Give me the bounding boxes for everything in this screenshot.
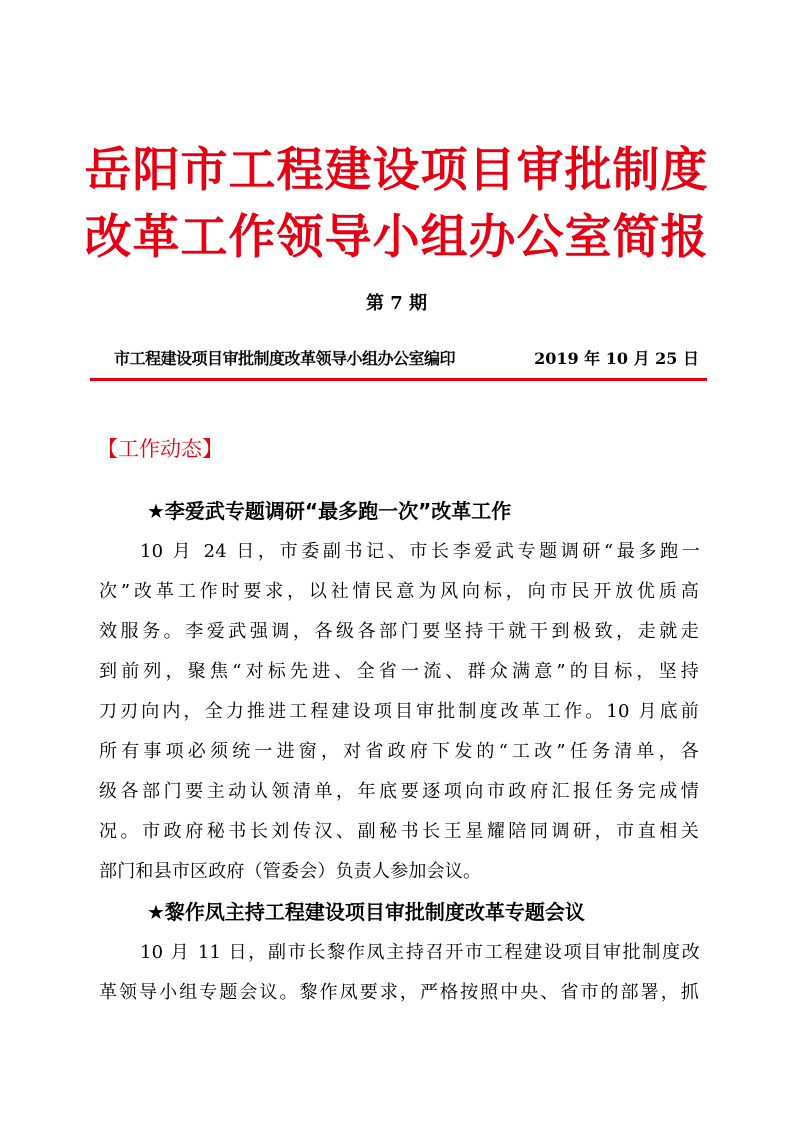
- report-title-line-2: 改革工作领导小组办公室简报: [84, 210, 709, 265]
- issue-number: 第 7 期: [365, 293, 428, 314]
- article-headline: ★李爱武专题调研“最多跑一次”改革工作: [147, 499, 512, 523]
- publisher-line: 市工程建设项目审批制度改革领导小组办公室编印: [114, 349, 456, 368]
- article-body-line: 到前列，聚焦“对标先进、全省一流、群众满意”的目标，坚持: [99, 661, 699, 682]
- article-body-line: 10 月 11 日，副市长黎作凤主持召开市工程建设项目审批制度改: [140, 942, 700, 963]
- article-body-line: 10 月 24 日，市委副书记、市长李爱武专题调研“最多跑一: [140, 541, 700, 562]
- article-headline: ★黎作凤主持工程建设项目审批制度改革专题会议: [147, 900, 585, 924]
- report-title-line-1: 岳阳市工程建设项目审批制度: [84, 143, 709, 198]
- article-body-line: 效服务。李爱武强调，各级各部门要坚持干就干到极致，走就走: [99, 621, 699, 642]
- article-body-line: 部门和县市区政府（管委会）负责人参加会议。: [99, 861, 482, 882]
- article-body-line: 次”改革工作时要求，以社情民意为风向标，向市民开放优质高: [99, 581, 699, 602]
- article-body-line: 所有事项必须统一进窗，对省政府下发的“工改”任务清单，各: [99, 741, 699, 762]
- header-divider: [90, 378, 707, 381]
- article-body-line: 革领导小组专题会议。黎作凤要求，严格按照中央、省市的部署，抓: [99, 982, 699, 1003]
- article-body-line: 况。市政府秘书长刘传汉、副秘书长王星耀陪同调研，市直相关: [99, 821, 699, 842]
- issue-date: 2019 年 10 月 25 日: [534, 349, 699, 368]
- article-body-line: 级各部门要主动认领清单，年底要逐项向市政府汇报任务完成情: [99, 781, 699, 802]
- section-label: 【工作动态】: [97, 437, 223, 461]
- article-body-line: 刀刃向内，全力推进工程建设项目审批制度改革工作。10 月底前: [99, 701, 699, 722]
